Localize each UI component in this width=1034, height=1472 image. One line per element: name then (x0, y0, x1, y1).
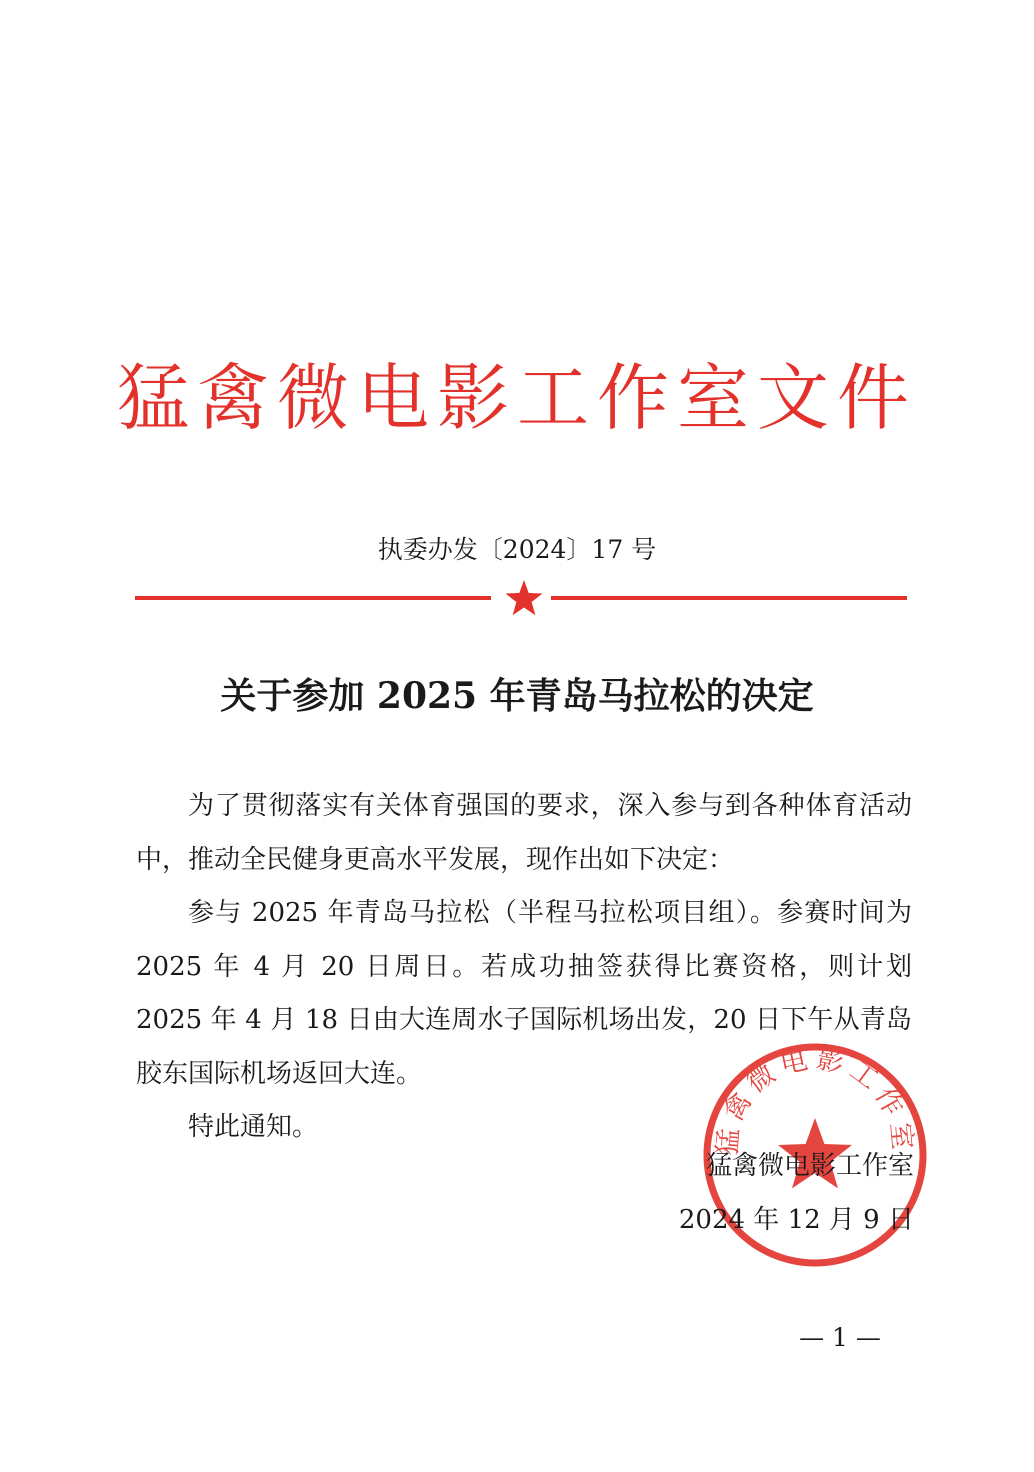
signature-date: 2024 年 12 月 9 日 (678, 1204, 914, 1235)
document-number: 执委办发〔2024〕17 号 (377, 535, 657, 564)
page-number: — 1 — (799, 1323, 881, 1352)
signature-org: 猛禽微电影工作室 (705, 1151, 914, 1181)
body-paragraph: 特此通知。 (188, 1112, 319, 1142)
divider-line-left (135, 596, 491, 600)
signature-block (679, 1140, 914, 1247)
red-divider-with-star (135, 580, 907, 620)
star-icon (506, 580, 543, 615)
document-header-title: 猛禽微电影工作室文件 (116, 356, 917, 440)
body-paragraph: 为了贯彻落实有关体育强国的要求，深入参与到各种体育活动中，推动全民健身更高水平发展，现作出如下决定： (136, 791, 912, 875)
divider-line-right (551, 596, 907, 600)
document-title: 关于参加 2025 年青岛马拉松的决定 (220, 675, 814, 717)
body-paragraph: 参与 2025 年青岛马拉松（半程马拉松项目组）。参赛时间为 2025 年 4 月 20 日周日。若成功抽签获得比赛资格，则计划 2025 年 4 月 18 日由大连周水子国际机场出发，20 日下午从青岛胶东国际机场返回大连。 (136, 898, 912, 1089)
seal-text: 猛禽微电影工作室 (711, 1043, 919, 1157)
